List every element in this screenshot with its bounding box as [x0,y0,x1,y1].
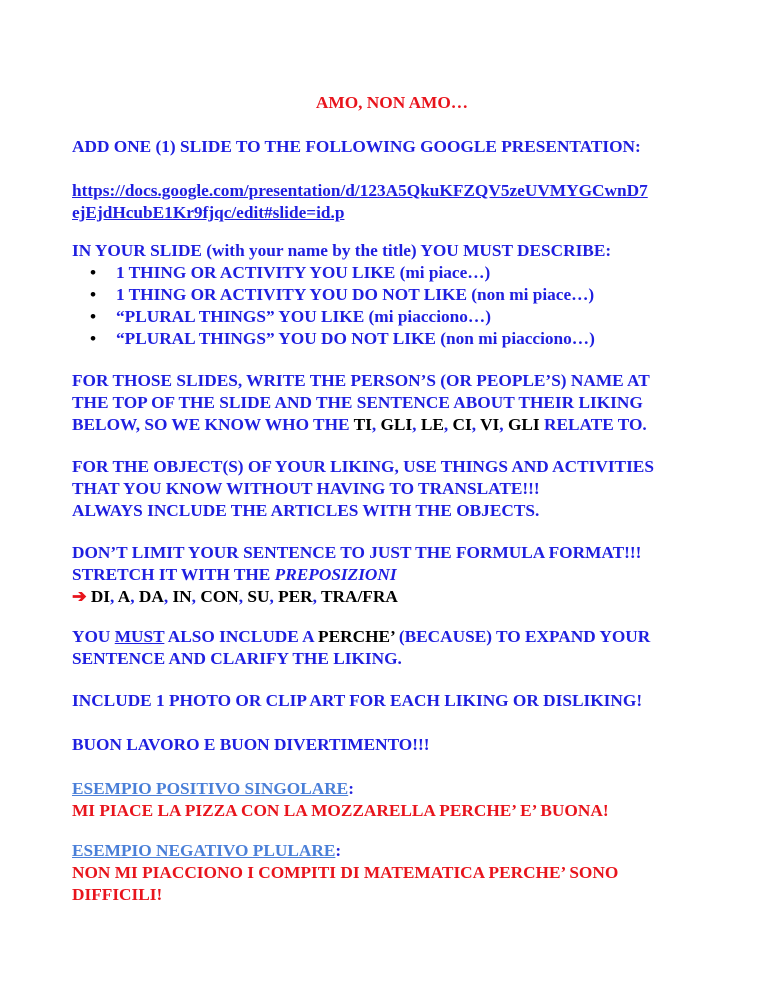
closing-text: BUON LAVORO E BUON DIVERTIMENTO!!! [72,735,430,754]
list-item: • “PLURAL THINGS” YOU LIKE (mi piacciono…) [90,307,491,326]
list-item: • 1 THING OR ACTIVITY YOU DO NOT LIKE (non mi piace…) [90,285,595,304]
formula-paragraph: DON’T LIMIT YOUR SENTENCE TO JUST THE FORMULA FORMAT!!! STRETCH IT WITH THE PREPOSIZIONI ➔ DI, A, DA, IN, CON, SU, PER, TRA/FRA [72,543,642,606]
preposition: PER [278,587,313,606]
preposition: DI [90,587,111,606]
example-negative-label: ESEMPIO NEGATIVO PLULARE [72,841,336,860]
names-paragraph: FOR THOSE SLIDES, WRITE THE PERSON’S (OR PEOPLE’S) NAME AT THE TOP OF THE SLIDE AND THE SENTENCE ABOUT THEIR LIKING BELOW, SO WE KNOW WHO THE TI, GLI, LE, CI, VI, GLI RELATE TO. [72,371,650,434]
link-line-2[interactable]: ejEjdHcubE1Kr9fjqc/edit#slide=id.p [72,203,345,222]
arrow-icon: ➔ [72,587,87,606]
pronoun: TI [353,415,372,434]
perche-paragraph: YOU MUST ALSO INCLUDE A PERCHE’ (BECAUSE) TO EXPAND YOUR SENTENCE AND CLARIFY THE LIKING. [72,627,651,668]
bullet-icon: • [90,307,97,326]
preposition: DA [138,587,164,606]
pronoun: CI [452,415,472,434]
example-positive: ESEMPIO POSITIVO SINGOLARE: MI PIACE LA PIZZA CON LA MOZZARELLA PERCHE’ E’ BUONA! [72,779,609,820]
list-item: • “PLURAL THINGS” YOU DO NOT LIKE (non mi piacciono…) [90,329,595,348]
preposition: CON [200,587,239,606]
bullet-icon: • [90,285,97,304]
pronoun: LE [420,415,444,434]
preposition: A [117,587,131,606]
pronoun: GLI [507,415,540,434]
pronoun: GLI [380,415,413,434]
describe-intro: IN YOUR SLIDE (with your name by the title) YOU MUST DESCRIBE: [72,241,612,260]
page-title: AMO, NON AMO… [315,93,469,112]
preposition: TRA/FRA [321,587,398,606]
list-item: • 1 THING OR ACTIVITY YOU LIKE (mi piace…) [90,263,491,282]
preposition: SU [247,587,270,606]
presentation-link[interactable] [72,180,712,224]
pronoun: VI [480,415,500,434]
example-negative: ESEMPIO NEGATIVO PLULARE: NON MI PIACCIONO I COMPITI DI MATEMATICA PERCHE’ SONO DIFFICILI! [72,841,619,904]
link-line-1[interactable]: https://docs.google.com/presentation/d/123A5QkuKFZQV5zeUVMYGCwnD7 [72,181,648,200]
describe-list [72,262,712,350]
example-positive-label: ESEMPIO POSITIVO SINGOLARE [72,779,349,798]
bullet-icon: • [90,329,97,348]
preposition: IN [172,587,192,606]
photo-instruction: INCLUDE 1 PHOTO OR CLIP ART FOR EACH LIKING OR DISLIKING! [72,691,643,710]
instruction-text: ADD ONE (1) SLIDE TO THE FOLLOWING GOOGLE PRESENTATION: [72,137,641,156]
objects-paragraph: FOR THE OBJECT(S) OF YOUR LIKING, USE THINGS AND ACTIVITIES THAT YOU KNOW WITHOUT HAVING TO TRANSLATE!!! ALWAYS INCLUDE THE ARTICLES WITH THE OBJECTS. [72,457,654,520]
example-negative-sentence-1: NON MI PIACCIONO I COMPITI DI MATEMATICA PERCHE’ SONO [72,863,619,882]
example-positive-sentence: MI PIACE LA PIZZA CON LA MOZZARELLA PERCHE’ E’ BUONA! [72,801,609,820]
example-negative-sentence-2: DIFFICILI! [72,885,163,904]
bullet-icon: • [90,263,97,282]
